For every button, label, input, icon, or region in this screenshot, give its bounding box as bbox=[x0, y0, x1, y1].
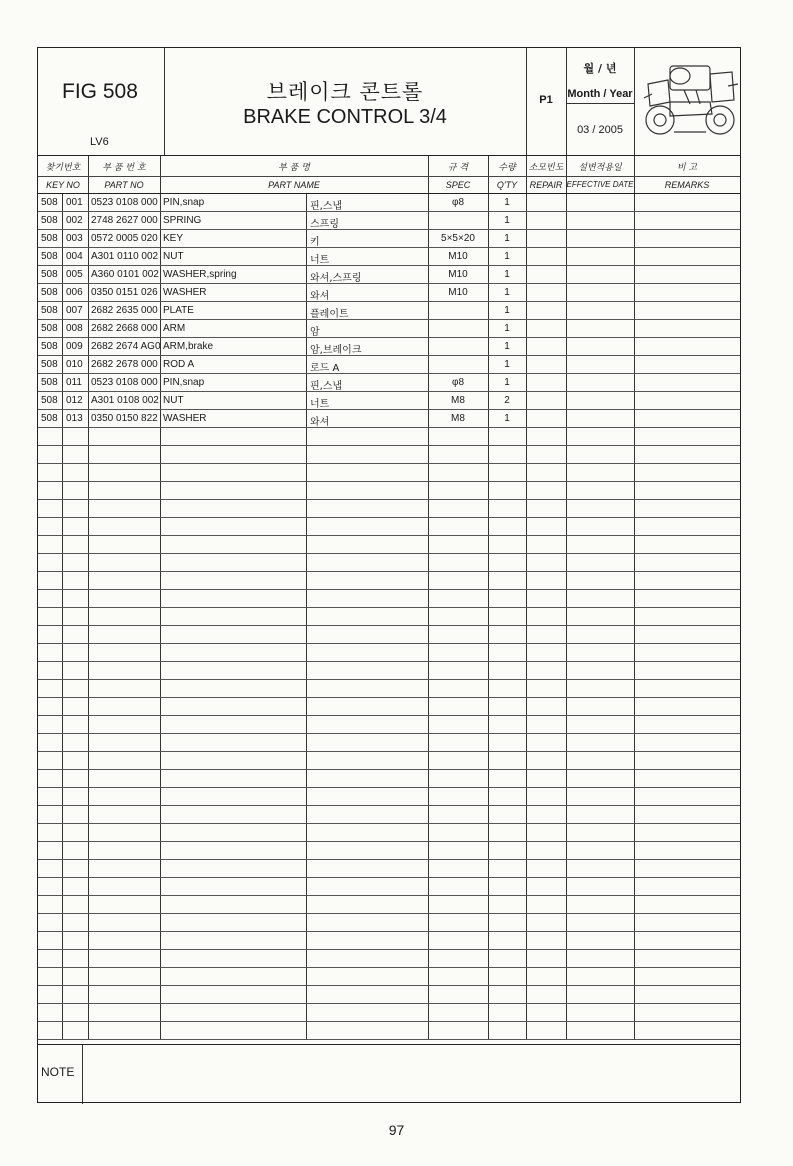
cell-part-no: 2682 2668 000 bbox=[91, 323, 158, 334]
title-korean: 브레이크 콘트롤 bbox=[266, 80, 424, 104]
table-row bbox=[38, 986, 740, 1004]
cell-spec: M8 bbox=[451, 395, 465, 406]
title-block bbox=[164, 48, 526, 156]
table-row bbox=[38, 626, 740, 644]
table-row bbox=[38, 1004, 740, 1022]
table-row bbox=[38, 338, 740, 356]
cell-key: 011 bbox=[66, 377, 82, 388]
table-row bbox=[38, 464, 740, 482]
date-block bbox=[566, 48, 634, 156]
title-english: BRAKE CONTROL 3/4 bbox=[243, 106, 447, 128]
cell-key: 008 bbox=[66, 323, 83, 334]
cell-key: 012 bbox=[66, 395, 83, 406]
cell-part-no: 2682 2674 AG0 bbox=[91, 341, 161, 352]
table-row bbox=[38, 842, 740, 860]
table-row bbox=[38, 230, 740, 248]
table-row bbox=[38, 374, 740, 392]
col-repair-en: REPAIR bbox=[529, 180, 563, 190]
col-remarks-kr: 비 고 bbox=[676, 163, 698, 173]
cell-fig: 508 bbox=[41, 377, 58, 388]
cell-fig: 508 bbox=[41, 269, 58, 280]
cell-part-no: A301 0108 002 bbox=[91, 395, 159, 406]
cell-spec: M10 bbox=[448, 269, 468, 280]
cell-qty: 1 bbox=[504, 197, 510, 208]
cell-qty: 1 bbox=[504, 377, 510, 388]
header-divider bbox=[634, 48, 635, 155]
table-row bbox=[38, 518, 740, 536]
col-name-en: PART NAME bbox=[268, 180, 320, 190]
table-row bbox=[38, 770, 740, 788]
cell-part-no: 2748 2627 000 bbox=[91, 215, 158, 226]
table-row bbox=[38, 482, 740, 500]
page-number: 97 bbox=[388, 1122, 405, 1138]
cell-key: 009 bbox=[66, 341, 83, 352]
cell-name-en: WASHER bbox=[163, 413, 207, 424]
table-row bbox=[38, 788, 740, 806]
cell-qty: 1 bbox=[504, 413, 510, 424]
col-effective-en: EFFECTIVE DATE bbox=[566, 180, 634, 189]
cell-fig: 508 bbox=[41, 287, 58, 298]
cell-name-en: PLATE bbox=[163, 305, 194, 316]
cell-name-en: NUT bbox=[163, 395, 184, 406]
cell-fig: 508 bbox=[41, 395, 58, 406]
col-remarks-en: REMARKS bbox=[664, 180, 710, 190]
col-key-kr: 찾기번호 bbox=[45, 163, 81, 173]
table-header bbox=[38, 156, 740, 194]
col-effective-kr: 설변적용일 bbox=[578, 163, 622, 173]
cell-qty: 1 bbox=[504, 359, 510, 370]
col-part-en: PART NO bbox=[104, 180, 144, 190]
col-name-kr: 부 품 명 bbox=[278, 163, 310, 173]
cell-qty: 1 bbox=[504, 305, 510, 316]
cell-spec: M8 bbox=[451, 413, 465, 424]
tractor-illustration bbox=[640, 54, 740, 146]
table-row bbox=[38, 950, 740, 968]
cell-name-en: WASHER bbox=[163, 287, 207, 298]
cell-qty: 1 bbox=[504, 287, 510, 298]
table-row bbox=[38, 662, 740, 680]
cell-part-no: 2682 2678 000 bbox=[91, 359, 158, 370]
table-row bbox=[38, 896, 740, 914]
cell-part-no: 2682 2635 000 bbox=[91, 305, 158, 316]
cell-name-en: SPRING bbox=[163, 215, 202, 226]
col-key-en: KEY NO bbox=[46, 180, 80, 190]
cell-part-no: 0523 0108 000 bbox=[91, 377, 158, 388]
cell-qty: 1 bbox=[504, 269, 510, 280]
cell-qty: 2 bbox=[504, 395, 510, 406]
cell-name-kr: 와셔 bbox=[310, 417, 330, 428]
cell-qty: 1 bbox=[504, 341, 510, 352]
table-row bbox=[38, 572, 740, 590]
table-row bbox=[38, 248, 740, 266]
cell-key: 005 bbox=[66, 269, 83, 280]
cell-name-en: ARM,brake bbox=[163, 341, 214, 352]
cell-key: 006 bbox=[66, 287, 83, 298]
note-label: NOTE bbox=[41, 1065, 75, 1079]
cell-spec: M10 bbox=[448, 287, 468, 298]
cell-fig: 508 bbox=[41, 323, 58, 334]
cell-spec: φ8 bbox=[451, 377, 465, 388]
table-row bbox=[38, 1022, 740, 1040]
table-row bbox=[38, 806, 740, 824]
table-row bbox=[38, 356, 740, 374]
cell-fig: 508 bbox=[41, 197, 58, 208]
cell-part-no: 0350 0151 026 bbox=[91, 287, 158, 298]
cell-key: 013 bbox=[66, 413, 83, 424]
model-code: LV6 bbox=[90, 136, 109, 148]
table-row bbox=[38, 824, 740, 842]
cell-spec: φ8 bbox=[451, 197, 465, 208]
col-qty-kr: 수량 bbox=[498, 163, 516, 173]
cell-fig: 508 bbox=[41, 413, 58, 424]
cell-key: 007 bbox=[66, 305, 83, 316]
table-row bbox=[38, 968, 740, 986]
cell-name-kr: 와셔,스프링 bbox=[310, 273, 362, 284]
table-row bbox=[38, 536, 740, 554]
table-row bbox=[38, 284, 740, 302]
cell-part-no: 0350 0150 822 bbox=[91, 413, 158, 424]
table-row bbox=[38, 266, 740, 284]
cell-name-en: NUT bbox=[163, 251, 184, 262]
cell-name-kr: 키 bbox=[310, 237, 320, 248]
cell-name-kr: 암,브레이크 bbox=[310, 345, 362, 356]
table-row bbox=[38, 914, 740, 932]
col-qty-en: Q'TY bbox=[496, 180, 518, 190]
cell-key: 002 bbox=[66, 215, 83, 226]
table-row bbox=[38, 320, 740, 338]
cell-spec: M10 bbox=[448, 251, 468, 262]
cell-spec: 5×5×20 bbox=[441, 233, 475, 244]
table-row bbox=[38, 734, 740, 752]
parts-list-sheet bbox=[37, 47, 741, 1103]
table-row bbox=[38, 500, 740, 518]
cell-name-kr: 암 bbox=[310, 327, 320, 338]
cell-name-kr: 로드 A bbox=[310, 363, 340, 374]
page-reference: P1 bbox=[539, 94, 553, 106]
table-row bbox=[38, 446, 740, 464]
col-repair-kr: 소모빈도 bbox=[528, 163, 564, 173]
table-row bbox=[38, 608, 740, 626]
table-row bbox=[38, 878, 740, 896]
cell-fig: 508 bbox=[41, 233, 58, 244]
cell-name-kr: 핀,스냅 bbox=[310, 201, 343, 212]
table-row bbox=[38, 428, 740, 446]
col-spec-kr: 규 격 bbox=[447, 163, 469, 173]
table-row bbox=[38, 716, 740, 734]
figure-number: FIG 508 bbox=[62, 80, 138, 103]
table-row bbox=[38, 194, 740, 212]
cell-name-en: KEY bbox=[163, 233, 184, 244]
table-row bbox=[38, 860, 740, 878]
table-row bbox=[38, 752, 740, 770]
cell-fig: 508 bbox=[41, 305, 58, 316]
cell-part-no: 0523 0108 000 bbox=[91, 197, 158, 208]
table-row bbox=[38, 302, 740, 320]
table-row bbox=[38, 410, 740, 428]
cell-name-en: ARM bbox=[163, 323, 186, 334]
cell-name-kr: 너트 bbox=[310, 399, 330, 410]
cell-fig: 508 bbox=[41, 215, 58, 226]
date-label-korean: 월 / 년 bbox=[583, 62, 617, 75]
cell-fig: 508 bbox=[41, 251, 58, 262]
cell-name-en: WASHER,spring bbox=[163, 269, 237, 280]
cell-name-en: PIN,snap bbox=[163, 197, 205, 208]
cell-key: 001 bbox=[66, 197, 83, 208]
cell-name-kr: 플레이트 bbox=[310, 309, 349, 320]
cell-name-kr: 너트 bbox=[310, 255, 330, 266]
table-row bbox=[38, 212, 740, 230]
table-row bbox=[38, 680, 740, 698]
cell-key: 004 bbox=[66, 251, 83, 262]
table-row bbox=[38, 392, 740, 410]
cell-qty: 1 bbox=[504, 251, 510, 262]
table-row bbox=[38, 554, 740, 572]
table-row bbox=[38, 698, 740, 716]
table-row bbox=[38, 932, 740, 950]
cell-fig: 508 bbox=[41, 359, 58, 370]
cell-name-en: ROD A bbox=[163, 359, 195, 370]
cell-name-kr: 핀,스냅 bbox=[310, 381, 343, 392]
date-label-english: Month / Year bbox=[567, 88, 633, 100]
cell-part-no: A301 0110 002 bbox=[91, 251, 159, 262]
sheet-header bbox=[38, 48, 740, 156]
note-section bbox=[38, 1044, 740, 1104]
date-value: 03 / 2005 bbox=[577, 124, 623, 136]
cell-qty: 1 bbox=[504, 233, 510, 244]
col-part-kr: 부 품 번 호 bbox=[102, 163, 146, 173]
cell-key: 010 bbox=[66, 359, 83, 370]
table-row bbox=[38, 590, 740, 608]
cell-qty: 1 bbox=[504, 323, 510, 334]
cell-key: 003 bbox=[66, 233, 83, 244]
cell-part-no: A360 0101 002 bbox=[91, 269, 159, 280]
cell-part-no: 0572 0005 020 bbox=[91, 233, 158, 244]
cell-fig: 508 bbox=[41, 341, 58, 352]
cell-name-kr: 스프링 bbox=[310, 219, 339, 230]
col-spec-en: SPEC bbox=[445, 180, 471, 190]
cell-name-kr: 와셔 bbox=[310, 291, 330, 302]
table-row bbox=[38, 644, 740, 662]
cell-qty: 1 bbox=[504, 215, 510, 226]
cell-name-en: PIN,snap bbox=[163, 377, 205, 388]
